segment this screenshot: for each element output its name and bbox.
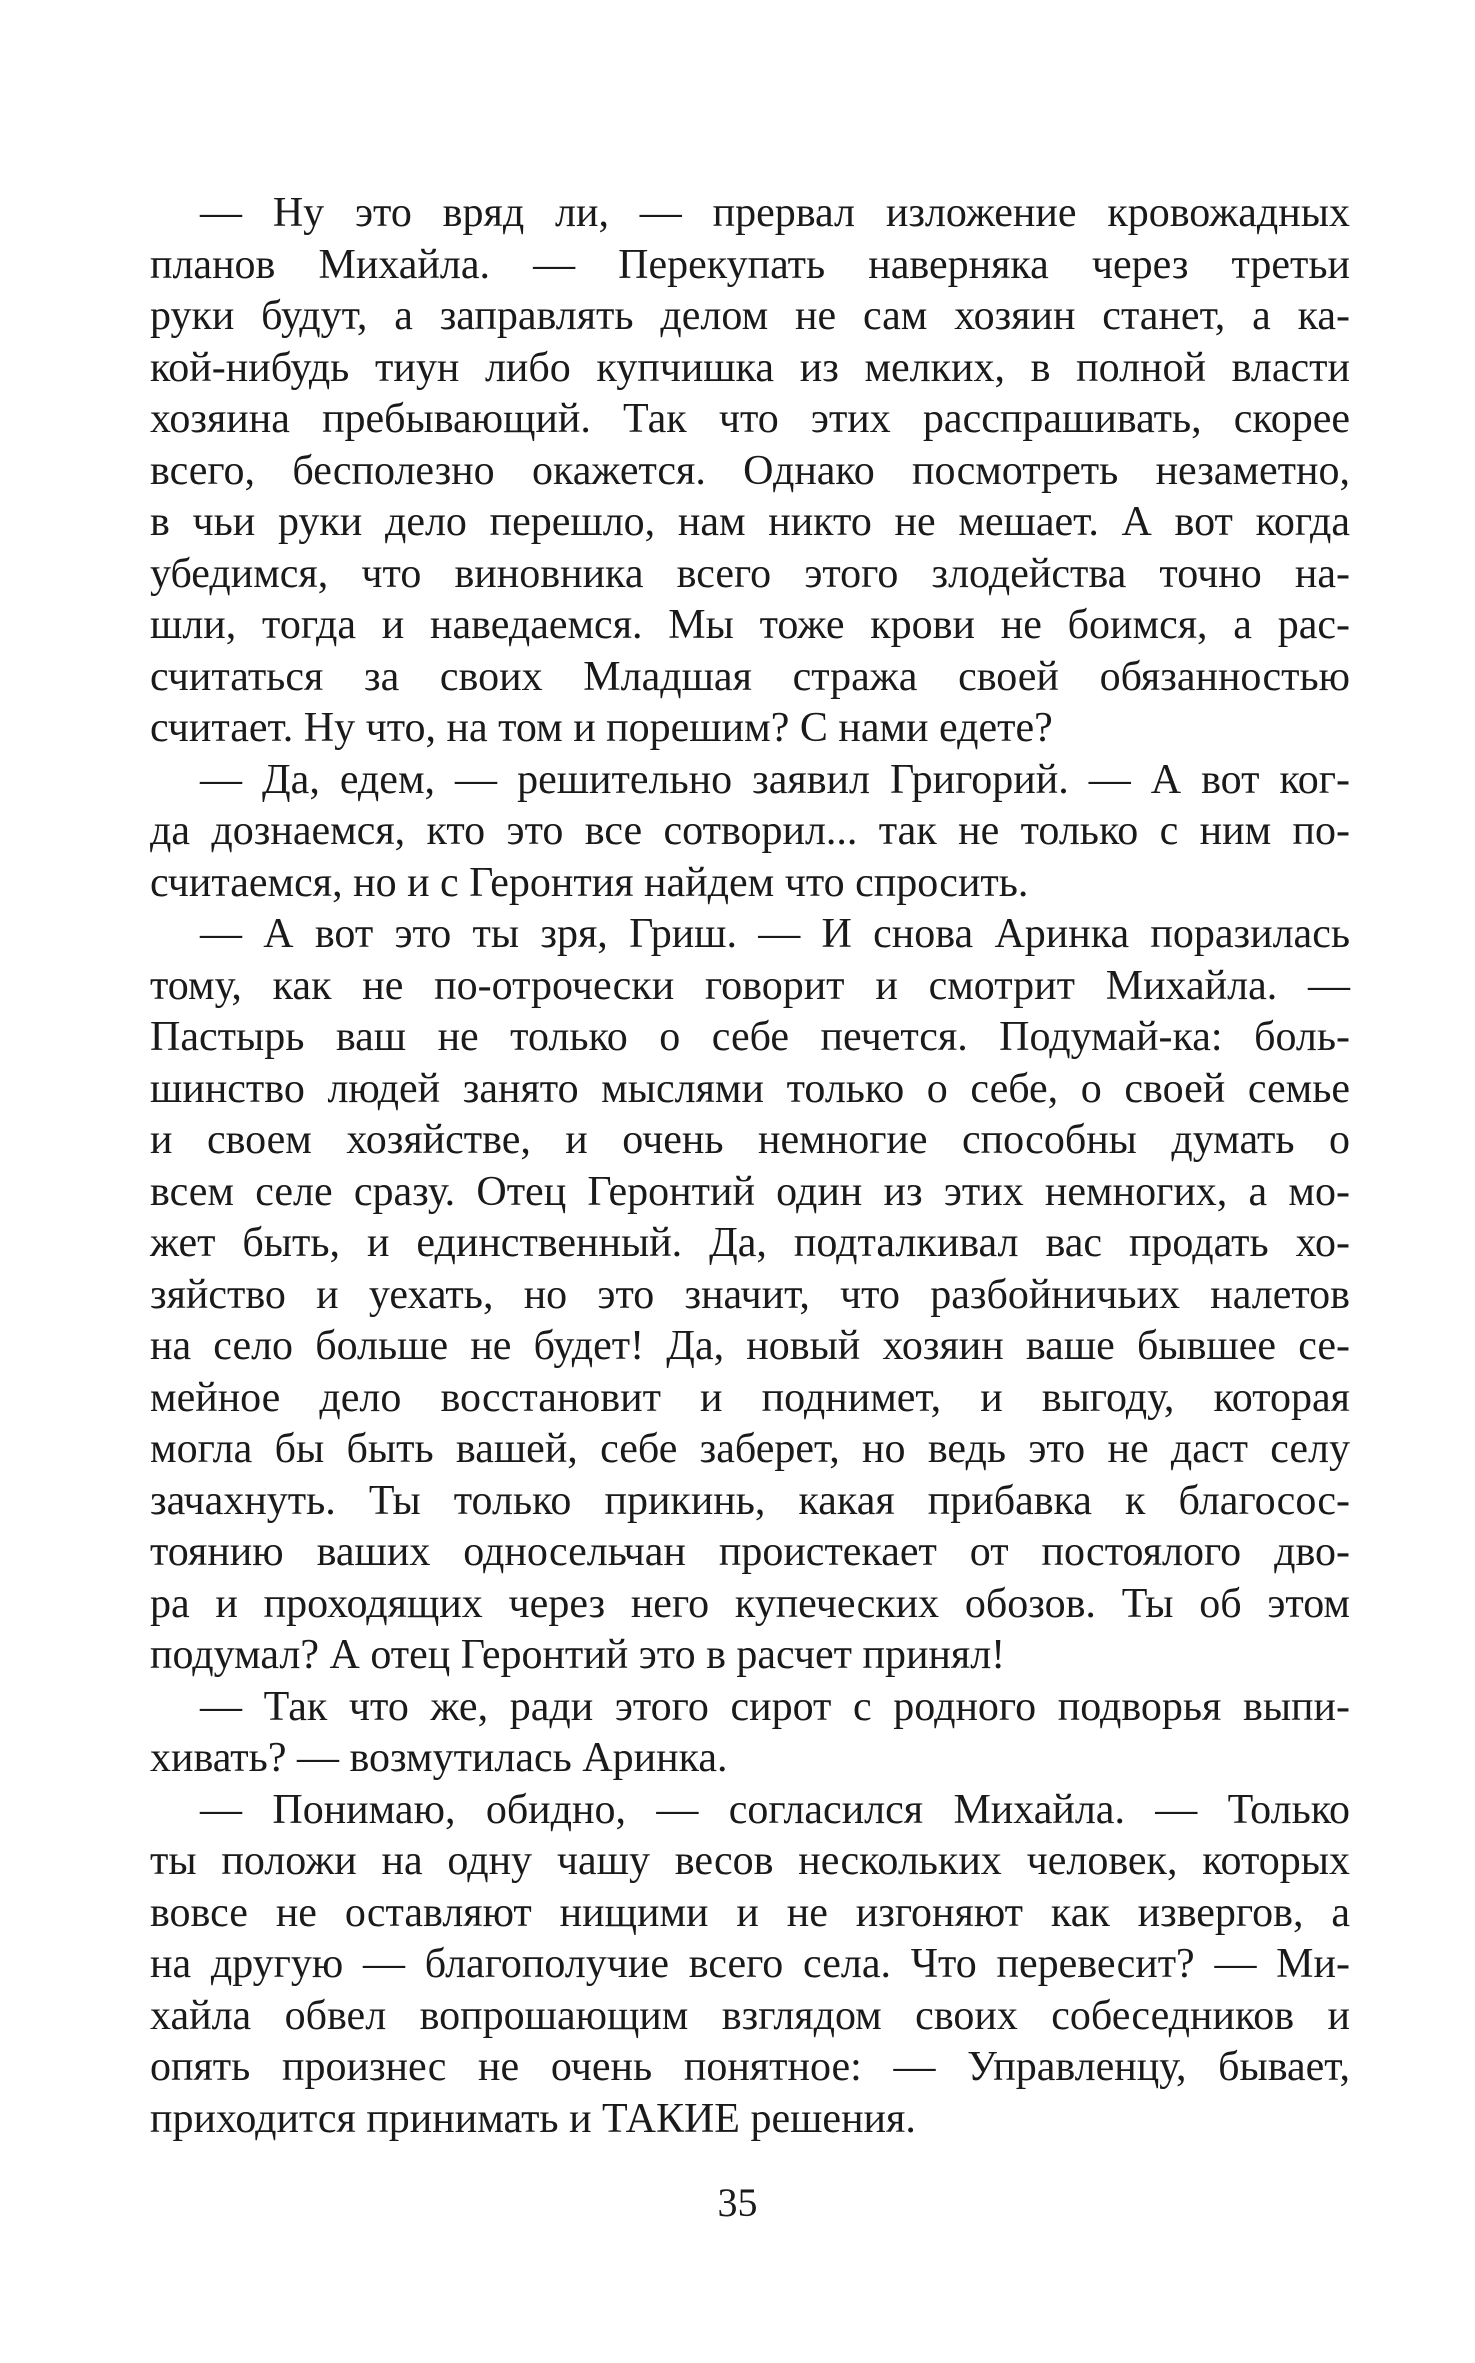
text-line: ра и проходящих через него купеческих обозов. Ты об этом xyxy=(150,1580,1350,1627)
text-line: шинство людей занято мыслями только о себе, о своей семье xyxy=(150,1065,1350,1112)
text-line: и своем хозяйстве, и очень немногие способны думать о xyxy=(150,1117,1350,1163)
text-line: — Да, едем, — решительно заявил Григорий. — А вот ког- xyxy=(200,756,1350,803)
text-line: тоянию ваших односельчан проистекает от постоялого дво- xyxy=(150,1529,1350,1575)
text-line: мейное дело восстановит и поднимет, и выгоду, которая xyxy=(150,1374,1350,1421)
text-line: всем селе сразу. Отец Геронтий один из этих немногих, а мо- xyxy=(150,1168,1350,1215)
text-line: на другую — благополучие всего села. Что перевесит? — Ми- xyxy=(150,1941,1350,1987)
text-line: жет быть, и единственный. Да, подталкивал вас продать хо- xyxy=(150,1220,1350,1266)
text-line: опять произнес не очень понятное: — Управленцу, бывает, xyxy=(150,2044,1350,2090)
text-line: подумал? А отец Геронтий это в расчет принял! xyxy=(150,1632,1006,1678)
text-line: хивать? — возмутилась Аринка. xyxy=(150,1735,728,1781)
text-line: да дознаемся, кто это все сотворил... так не только с ним по- xyxy=(150,808,1350,854)
text-line: считаться за своих Младшая стража своей обязанностью xyxy=(150,653,1350,700)
text-line: тому, как не по-отрочески говорит и смотрит Михайла. — xyxy=(150,962,1350,1009)
text-line: могла бы быть вашей, себе заберет, но ведь это не даст селу xyxy=(150,1426,1350,1472)
text-line: вовсе не оставляют нищими и не изгоняют как извергов, а xyxy=(150,1889,1350,1936)
page-number: 35 xyxy=(717,2180,758,2225)
text-line: — А вот это ты зря, Гриш. — И снова Аринка поразилась xyxy=(200,911,1350,957)
text-line: шли, тогда и наведаемся. Мы тоже крови не боимся, а рас- xyxy=(150,602,1350,648)
text-line: кой-нибудь тиун либо купчишка из мелких, в полной власти xyxy=(150,344,1350,391)
body-text xyxy=(150,188,1350,2145)
text-line: на село больше не будет! Да, новый хозяин ваше бывшее се- xyxy=(150,1323,1350,1369)
text-line: — Ну это вряд ли, — прервал изложение кровожадных xyxy=(200,190,1350,236)
text-line: планов Михайла. — Перекупать наверняка через третьи xyxy=(150,241,1350,288)
text-line: считаемся, но и с Геронтия найдем что спросить. xyxy=(150,859,1029,906)
text-line: руки будут, а заправлять делом не сам хозяин станет, а ка- xyxy=(150,293,1350,339)
text-line: в чьи руки дело перешло, нам никто не мешает. А вот когда xyxy=(150,499,1350,545)
text-line: приходится принимать и ТАКИЕ решения. xyxy=(150,2095,916,2142)
text-line: всего, бесполезно окажется. Однако посмотреть незаметно, xyxy=(150,447,1350,494)
text-line: ты положи на одну чашу весов нескольких человек, которых xyxy=(150,1838,1350,1884)
text-line: хозяина пребывающий. Так что этих расспрашивать, скорее xyxy=(150,396,1350,442)
text-line: — Понимаю, обидно, — согласился Михайла. — Только xyxy=(200,1786,1350,1833)
text-line: считает. Ну что, на том и порешим? С нами едете? xyxy=(150,705,1053,751)
text-line: хайла обвел вопрошающим взглядом своих собеседников и xyxy=(150,1992,1350,2039)
text-line: Пастырь ваш не только о себе печется. Подумай-ка: боль- xyxy=(150,1014,1350,1060)
text-line: — Так что же, ради этого сирот с родного подворья выпи- xyxy=(200,1683,1350,1730)
text-line: зяйство и уехать, но это значит, что разбойничьих налетов xyxy=(150,1271,1350,1318)
text-line: убедимся, что виновника всего этого злодейства точно на- xyxy=(150,550,1350,597)
text-line: зачахнуть. Ты только прикинь, какая прибавка к благосос- xyxy=(150,1477,1350,1524)
